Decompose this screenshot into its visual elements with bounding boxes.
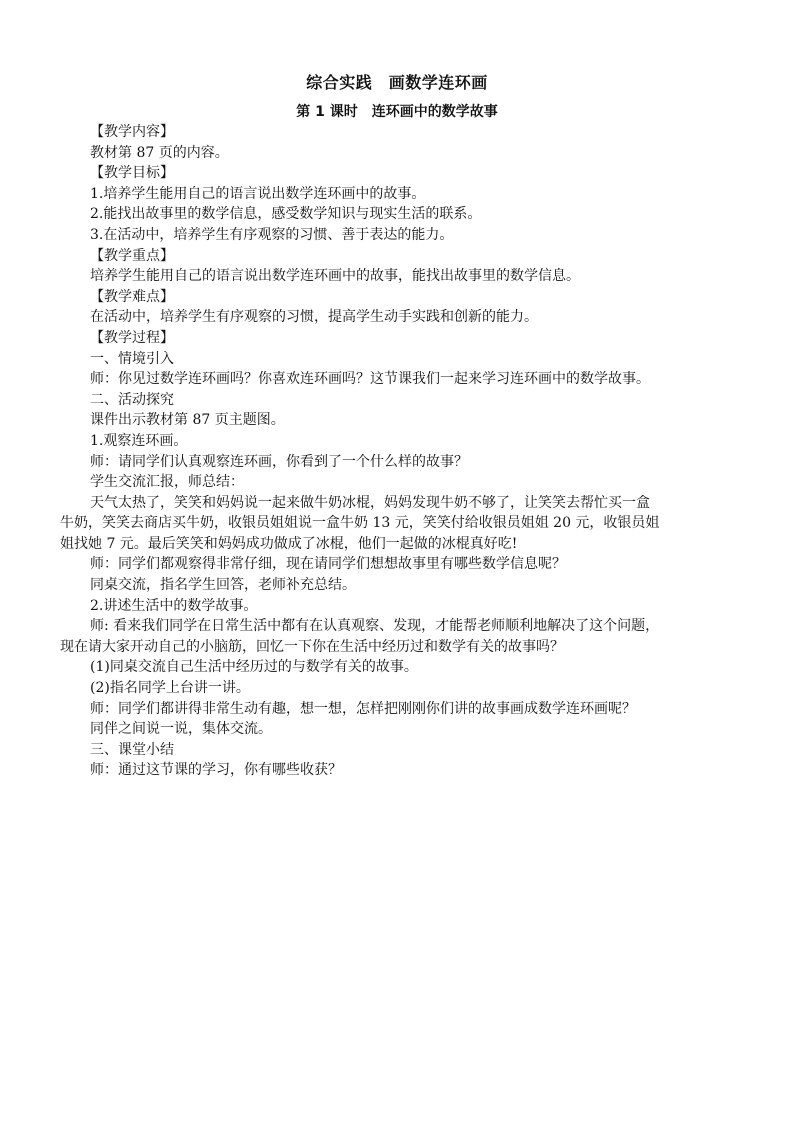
story-paragraph-line: 牛奶，笑笑去商店买牛奶，收银员姐姐说一盒牛奶 13 元，笑笑付给收银员姐姐 20 元，收银员姐 <box>60 515 660 532</box>
story-paragraph-line: 姐找她 7 元。最后笑笑和妈妈成功做成了冰棍，他们一起做的冰棍真好吃! <box>60 535 518 552</box>
subsection-heading: 二、活动探究 <box>90 391 174 408</box>
text-line: 师：同学们都观察得非常仔细，现在请同学们想想故事里有哪些数学信息呢？ <box>90 556 566 573</box>
text-line: 培养学生能用自己的语言说出数学连环画中的故事，能找出故事里的数学信息。 <box>90 268 580 285</box>
objective-item: 3.在活动中，培养学生有序观察的习惯、善于表达的能力。 <box>90 226 454 243</box>
step-item: 2.讲述生活中的数学故事。 <box>90 597 258 614</box>
text-line: 课件出示教材第 87 页主题图。 <box>90 412 285 429</box>
story-paragraph-line: 天气太热了，笑笑和妈妈说一起来做牛奶冰棍，妈妈发现牛奶不够了，让笑笑去帮忙买一盒 <box>90 494 650 511</box>
sub-step-item: (1)同桌交流自己生活中经历过的与数学有关的故事。 <box>90 659 418 676</box>
objective-item: 1.培养学生能用自己的语言说出数学连环画中的故事。 <box>90 185 426 202</box>
section-heading-difficulties: 【教学难点】 <box>90 288 174 305</box>
subsection-heading: 一、情境引入 <box>90 350 174 367</box>
text-line: 学生交流汇报，师总结： <box>90 474 244 491</box>
text-line: 师：请同学们认真观察连环画，你看到了一个什么样的故事？ <box>90 453 468 470</box>
section-heading-key-points: 【教学重点】 <box>90 247 174 264</box>
sub-step-item: (2)指名同学上台讲一讲。 <box>90 680 250 697</box>
objective-item: 2.能找出故事里的数学信息，感受数学知识与现实生活的联系。 <box>90 206 482 223</box>
text-line: 师：通过这节课的学习，你有哪些收获？ <box>90 762 342 779</box>
step-item: 1.观察连环画。 <box>90 432 188 449</box>
document-body <box>60 122 735 781</box>
subsection-heading: 三、课堂小结 <box>90 741 174 758</box>
text-line: 在活动中，培养学生有序观察的习惯，提高学生动手实践和创新的能力。 <box>90 309 538 326</box>
text-line: 师：同学们都讲得非常生动有趣，想一想，怎样把刚刚你们讲的故事画成数学连环画呢？ <box>90 700 636 717</box>
text-line: 师: 看来我们同学在日常生活中都有在认真观察、发现，才能帮老师顺利地解决了这个问题， <box>90 618 660 635</box>
text-line: 同桌交流，指名学生回答，老师补充总结。 <box>90 577 356 594</box>
text-line: 同伴之间说一说，集体交流。 <box>90 721 272 738</box>
lesson-subtitle: 第 1 课时 连环画中的数学故事 <box>296 104 498 120</box>
section-heading-process: 【教学过程】 <box>90 329 174 346</box>
section-heading-objectives: 【教学目标】 <box>90 165 174 182</box>
document-title: 综合实践 画数学连环画 <box>306 73 488 92</box>
section-heading-content: 【教学内容】 <box>90 124 174 140</box>
text-line: 现在请大家开动自己的小脑筋，回忆一下你在生活中经历过和数学有关的故事吗？ <box>60 638 564 655</box>
text-line: 师：你见过数学连环画吗？你喜欢连环画吗？这节课我们一起来学习连环画中的数学故事。 <box>90 371 650 388</box>
text-line: 教材第 87 页的内容。 <box>90 144 229 161</box>
